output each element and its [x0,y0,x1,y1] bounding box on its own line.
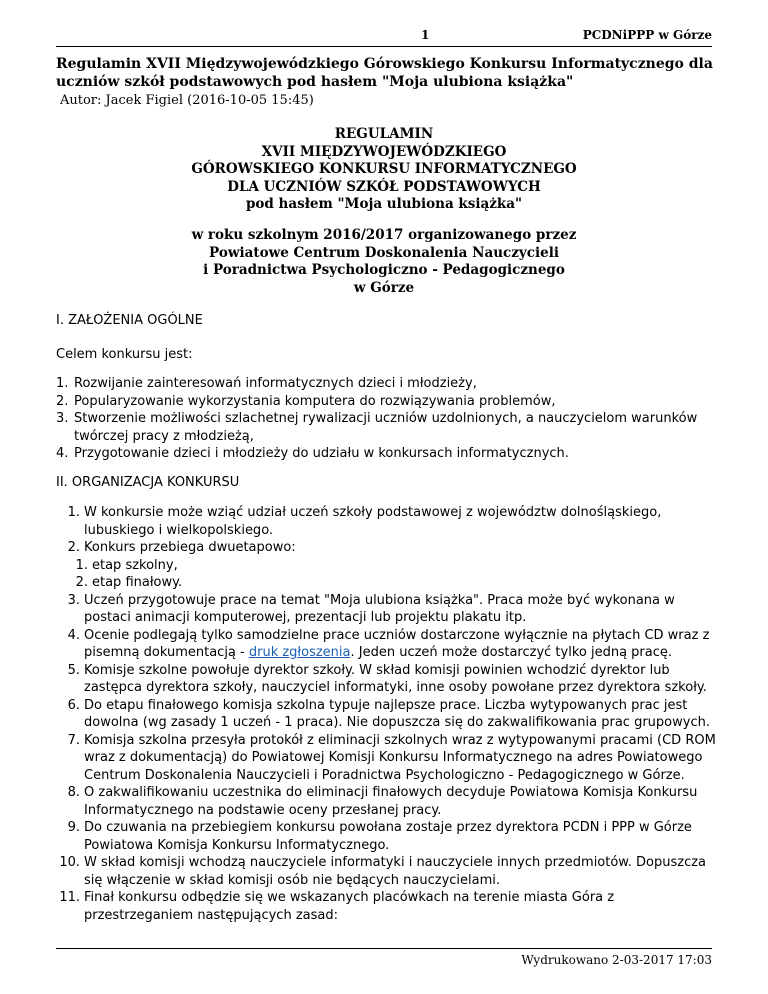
item-text: Komisje szkolne powołuje dyrektor szkoły. W skład komisji powinien wchodzić dyrektor lub zastępca dyrektora szkoły, nauczyciel informatyki, inne osoby powołane przez dyrektora szkoły. [84,662,707,695]
article-title: Regulamin XVII Międzywojewódzkiego Górowskiego Konkursu Informatycznego dla uczniów szkół podstawowych pod hasłem "Moja ulubiona książka" [56,56,713,90]
item-text: Uczeń przygotowuje prace na temat "Moja ulubiona książka". Praca może być wykonana w postaci animacji komputerowej, prezentacji lub projektu plakatu itp. [84,592,675,625]
item-number: 4. [56,446,69,461]
stage-text: etap szkolny, [92,557,178,573]
item-text-before: Ocenie podlegają tylko samodzielne prace uczniów dostarczone wyłącznie na płytach CD wraz z pisemną dokumentacją - [84,627,710,660]
list-item [56,504,716,539]
stage-item [56,557,716,575]
item-number: 1. [56,376,69,391]
heading-line: REGULAMIN [334,126,434,142]
list-item [56,393,716,411]
item-text: Stworzenie możliwości szlachetnej rywalizacji uczniów uzdolnionych, a nauczycielom warunków twórczej pracy z młodzieżą, [74,411,698,444]
section2-list [56,504,716,924]
organizer-line: w Górze [353,279,415,296]
list-item [56,732,716,785]
list-item [56,697,716,732]
section1-list [56,375,716,463]
item-number: 2. [67,540,80,555]
list-item [56,854,716,889]
heading-line: pod hasłem "Moja ulubiona książka" [245,196,523,212]
list-item [56,539,716,592]
list-item [56,784,716,819]
item-number: 6. [67,697,80,713]
item-text: Popularyzowanie wykorzystania komputera do rozwiązywania problemów, [74,393,556,409]
list-item [56,410,716,445]
item-number: 5. [67,662,80,678]
section2-heading: II. ORGANIZACJA KONKURSU [56,475,240,490]
list-item [56,592,716,627]
registration-form-link[interactable]: druk zgłoszenia [248,645,351,660]
stage-number: 2. [75,575,88,590]
item-text: Konkurs przebiega dwuetapowo: [84,540,296,555]
item-number: 2. [56,393,69,409]
item-text-after: . Jeden uczeń może dostarczyć tylko jedną pracę. [350,645,673,660]
organizer-line: Powiatowe Centrum Doskonalenia Nauczycieli [209,244,559,261]
list-item [56,662,716,697]
stage-number: 1. [75,557,88,573]
item-text: Do etapu finałowego komisja szkolna typuje najlepsze prace. Liczba wytypowanych prac jest dowolna (wg zasady 1 uczeń - 1 praca). Nie dopuszcza się do zakwalifikowania prac grupowych. [84,697,710,730]
list-item [56,889,716,924]
page-number: 1 [421,28,430,42]
header-organization: PCDNiPPP w Górze [582,28,712,42]
list-item [56,819,716,854]
item-text: Do czuwania na przebiegiem konkursu powołana zostaje przez dyrektora PCDN i PPP w Górze Powiatowa Komisja Konkursu Informatycznego. [84,820,692,853]
organizer-block [56,227,712,297]
heading-line: XVII MIĘDZYWOJEWÓDZKIEGO [261,143,507,160]
item-text: Rozwijanie zainteresowań informatycznych dzieci i młodzieży, [74,376,477,391]
item-number: 9. [67,820,80,835]
heading-line: GÓROWSKIEGO KONKURSU INFORMATYCZNEGO [191,161,577,177]
author-line: Autor: Jacek Figiel (2016-10-05 15:45) [60,93,314,108]
item-number: 3. [56,411,69,426]
item-text: Finał konkursu odbędzie się we wskazanych placówkach na terenie miasta Góra z przestrzeganiem następujących zasad: [84,890,615,923]
print-timestamp: Wydrukowano 2-03-2017 17:03 [521,953,712,967]
list-item [56,375,716,393]
section1-intro: Celem konkursu jest: [56,347,193,362]
item-text: W skład komisji wchodzą nauczyciele informatyki i nauczyciele innych przedmiotów. Dopuszcza się włączenie w skład komisji osób nie będących nauczycielami. [84,855,707,888]
section1-heading: I. ZAŁOŻENIA OGÓLNE [56,313,203,328]
heading-line: DLA UCZNIÓW SZKÓŁ PODSTAWOWYCH [227,178,541,195]
item-text: O zakwalifikowaniu uczestnika do eliminacji finałowych decyduje Powiatowa Komisja Konkursu Informatycznego na podstawie oceny przesłanej pracy. [84,785,698,818]
regulation-heading [56,126,712,214]
page-footer [56,948,712,967]
item-number: 4. [67,627,80,643]
item-number: 10. [59,855,80,870]
stage-text: etap finałowy. [92,575,183,590]
page-header [56,26,712,47]
item-text: W konkursie może wziąć udział uczeń szkoły podstawowej z województw dolnośląskiego, lubuskiego i wielkopolskiego. [84,505,662,538]
item-number: 1. [67,505,80,520]
stage-item [56,574,716,592]
item-number: 7. [67,732,80,748]
organizer-line: w roku szkolnym 2016/2017 organizowanego przez [191,227,577,243]
list-item [56,627,716,662]
organizer-line: i Poradnictwa Psychologiczno - Pedagogicznego [203,262,565,278]
item-number: 11. [59,890,80,905]
item-number: 3. [67,592,80,608]
item-text: Komisja szkolna przesyła protokół z eliminacji szkolnych wraz z wytypowanymi pracami (CD ROM wraz z dokumentacją) do Powiatowej Komisji Konkursu Informatycznego na adres Powiatowego Centrum Doskonalenia Nauczycieli i Poradnictwa Psychologiczno - Pedagogicznego w Górze. [84,732,716,783]
item-text: Przygotowanie dzieci i młodzieży do udziału w konkursach informatycznych. [74,446,569,461]
stage-list [56,557,716,592]
list-item [56,445,716,463]
item-number: 8. [67,785,80,800]
